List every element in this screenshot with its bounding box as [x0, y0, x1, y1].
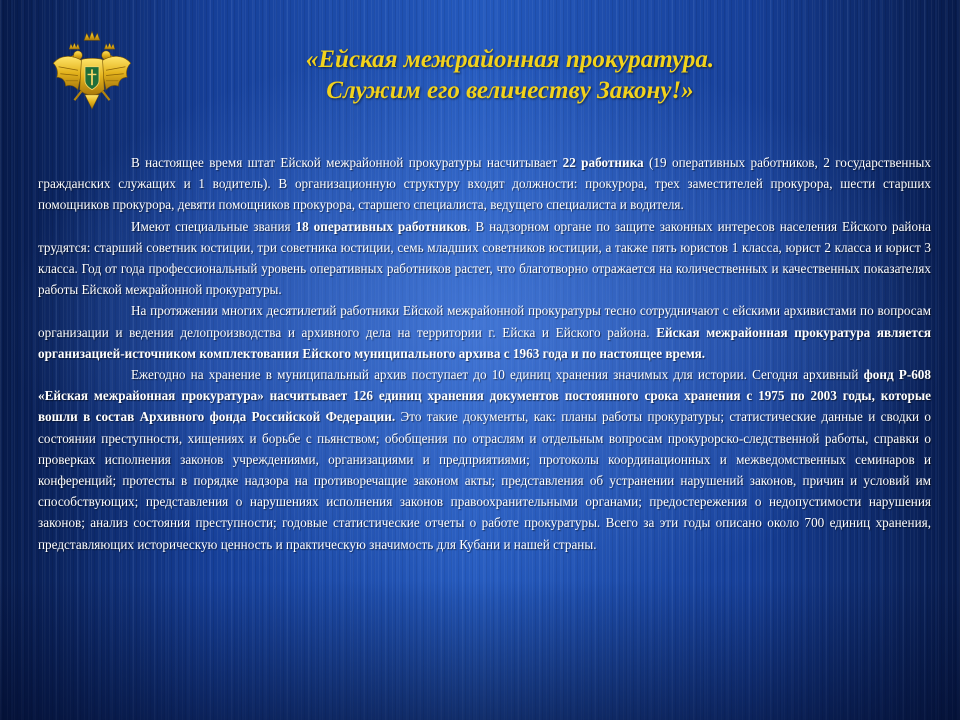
text-segment: Имеют специальные звания	[131, 218, 296, 234]
paragraph	[38, 364, 931, 555]
double-headed-eagle-emblem-icon	[48, 28, 136, 116]
bold-text-segment: фонд Р-608 «Ейская межрайонная прокуратура» насчитывает 126 единиц хранения документов постоянного срока хранения с 1975 по 2003 годы, которые вошли в состав Архивного фонда Российской Федерации.	[38, 367, 931, 425]
bold-text-segment: 22 работника	[562, 155, 644, 170]
title-line-1: «Ейская межрайонная прокуратура.	[305, 46, 715, 73]
bold-text-segment: Ейская межрайонная прокуратура является организацией-источником комплектования Ейского муниципального архива с 1963 года и по настоящее время.	[38, 324, 931, 361]
text-segment: На протяжении многих десятилетий работники Ейской межрайонной прокуратуры тесно сотрудничают с ейскими архивистами по вопросам организации и ведения делопроизводства и архивного дела на территории г. Ейска и Ейского района.	[38, 303, 931, 340]
text-segment: . В надзорном органе по защите законных интересов населения Ейского района трудятся: старший советник юстиции, три советника юстиции, семь младших советников юстиции, а также пять юристов 1 класса, юрист 2 класса и юрист 3 класса. Год от года профессиональный уровень оперативных работников растет, что благотворно отражается на количественных и качественных показателях работы Ейской межрайонной прокуратуры.	[38, 218, 931, 298]
paragraph	[38, 300, 931, 364]
text-segment: (19 оперативных работников, 2 государственных гражданских служащих и 1 водитель). В организационную структуру входят должности: прокурора, трех заместителей прокурора, шести старших помощников прокурора, девяти помощников прокурора, старшего специалиста, ведущего специалиста и водителя.	[38, 155, 931, 213]
paragraph	[38, 152, 931, 216]
bold-text-segment: 18 оперативных работников	[295, 218, 468, 234]
body-text	[38, 152, 931, 555]
paragraph	[38, 216, 931, 301]
title-line-2: Служим его величеству Закону!»	[326, 77, 694, 104]
text-segment: В настоящее время штат Ейской межрайонной прокуратуры насчитывает	[131, 155, 563, 170]
text-segment: Это такие документы, как: планы работы прокуратуры; статистические данные и сводки о состоянии преступности, хищениях и борьбе с пьянством; обобщения по отраслям и отдельным вопросам прокурорско-следственной работы, справки о проверках исполнения законов учреждениями, организациями и предприятиями; протоколы координационных и межведомственных семинаров и конференций; протесты в порядке надзора на противоречащие законом акты; представления об устранении нарушений законов, причин и условий им способствующих; представления о нарушениях исполнения законов правоохранительными органами; предостережения о недопустимости нарушения законов; анализ состояния преступности; годовые статистические отчеты о работе прокуратуры. Всего за эти годы описано около 700 единиц хранения, представляющих историческую ценность и практическую значимость для Кубани и нашей страны.	[38, 409, 931, 552]
text-segment: Ежегодно на хранение в муниципальный архив поступает до 10 единиц хранения значимых для истории. Сегодня архивный	[131, 367, 864, 383]
slide-title	[150, 44, 870, 106]
